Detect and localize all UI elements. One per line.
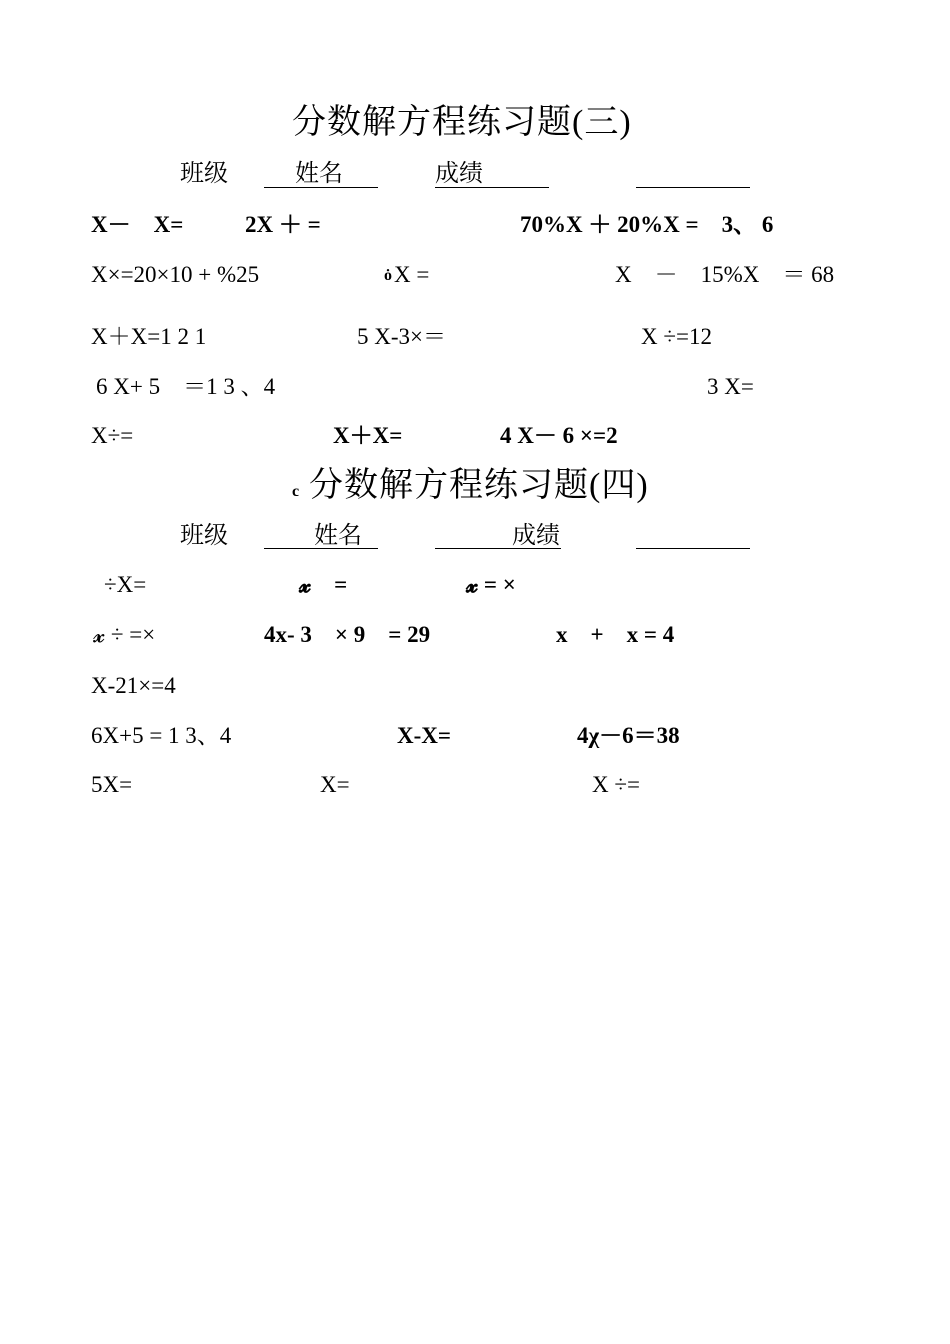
s4-eq-2-3: x + x = 4 — [556, 622, 675, 647]
s4-eq-4-1: 6X+5 = 1 3、4 — [91, 723, 232, 748]
s4-eq-2-1: 𝔁 ÷ =× — [93, 622, 156, 647]
s3-eq-1-3: 70%X ＋ 20%X = 3、 6 — [520, 212, 774, 237]
s4-eq-1-3: 𝔁 = × — [466, 572, 516, 597]
s3-stray-mark: ȯ — [384, 267, 392, 284]
section3-class-label: 班级 — [180, 161, 228, 187]
section3-score-underline — [435, 187, 549, 188]
section4-title: 分数解方程练习题(四) — [309, 467, 649, 504]
s3-eq-4-2: 3 X= — [707, 374, 754, 399]
s3-eq-1-2: 2X ＋ = — [245, 212, 321, 237]
section4-name-label: 姓名 — [314, 523, 362, 549]
s3-eq-5-2: X＋X= — [333, 423, 403, 448]
s3-eq-5-3: 4 X－ 6 ×=2 — [500, 423, 618, 448]
section3-name-underline — [264, 187, 378, 188]
s4-eq-2-2: 4x- 3 × 9 = 29 — [264, 622, 431, 647]
s4-eq-4-3: 4χ－6＝38 — [577, 723, 680, 748]
section4-score-underline — [435, 548, 561, 549]
s4-eq-5-1: 5X= — [91, 772, 133, 797]
s3-eq-3-1: X＋X=1 2 1 — [91, 324, 207, 349]
s4-title-prefix-mark: c — [292, 483, 300, 500]
s3-eq-3-3: X ÷=12 — [641, 324, 712, 349]
section3-name-label: 姓名 — [295, 161, 343, 187]
s4-eq-1-1: ÷X= — [104, 572, 147, 597]
section4-name-underline — [264, 548, 378, 549]
s3-eq-1-1: X－ X= — [91, 212, 184, 237]
s3-eq-3-2: 5 X-3×＝ — [357, 324, 446, 349]
s4-eq-1-2: 𝔁 = — [299, 572, 348, 597]
s3-eq-4-1: 6 X+ 5 ＝1 3 、4 — [96, 374, 276, 399]
section3-title: 分数解方程练习题(三) — [292, 104, 632, 141]
s4-eq-3-1: X-21×=4 — [91, 673, 176, 698]
section4-class-label: 班级 — [180, 523, 228, 549]
section3-score-label: 成绩 — [435, 161, 483, 187]
section4-score-label: 成绩 — [512, 523, 560, 549]
s3-eq-2-2: X = — [394, 262, 430, 287]
s3-eq-2-1: X×=20×10 + %25 — [91, 262, 260, 287]
s3-eq-5-1: X÷= — [91, 423, 134, 448]
section3-blank-underline — [636, 187, 750, 188]
s3-eq-2-3: X － 15%X ＝ 68 — [615, 262, 835, 287]
s4-eq-4-2: X-X= — [397, 723, 451, 748]
s4-eq-5-3: X ÷= — [592, 772, 640, 797]
s4-eq-5-2: X= — [320, 772, 350, 797]
section4-blank-underline — [636, 548, 750, 549]
